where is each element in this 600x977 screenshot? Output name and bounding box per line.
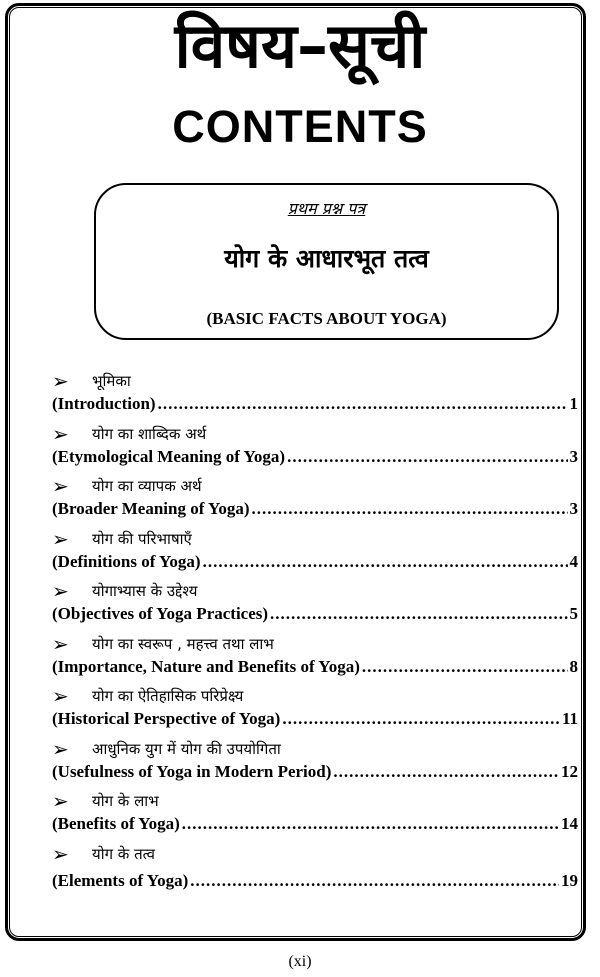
toc-entry-english: (Usefulness of Yoga in Modern Period) <box>52 761 332 781</box>
arrow-bullet-icon: ➢ <box>52 631 69 656</box>
page-number: (xi) <box>288 953 312 970</box>
dot-leader <box>282 709 560 729</box>
toc-entry[interactable] <box>52 473 578 526</box>
arrow-bullet-icon: ➢ <box>52 579 69 603</box>
arrow-bullet-icon: ➢ <box>52 789 69 813</box>
arrow-bullet-icon: ➢ <box>52 736 69 761</box>
toc-entry-english: (Definitions of Yoga) <box>52 551 201 571</box>
toc-entry-hindi: योग के तत्व <box>92 844 155 863</box>
dot-leader <box>190 871 559 891</box>
dot-leader <box>252 499 568 519</box>
paper-heading-box <box>94 183 559 340</box>
arrow-bullet-icon: ➢ <box>52 684 69 708</box>
toc-entry-english: (Objectives of Yoga Practices) <box>52 604 269 623</box>
toc-entry-page: 11 <box>561 709 578 728</box>
paper-title-hindi: योग के आधारभूत तत्व <box>224 244 429 273</box>
toc-entry-english: (Benefits of Yoga) <box>52 814 180 833</box>
dot-leader <box>203 552 568 572</box>
toc-entry[interactable] <box>52 683 578 736</box>
toc-entry[interactable] <box>52 578 578 631</box>
toc-entry-english: (Introduction) <box>52 394 156 413</box>
toc-entry-hindi: योग का स्वरूप , महत्त्व तथा लाभ <box>92 634 274 653</box>
toc-entry-hindi: आधुनिक युग में योग की उपयोगिता <box>92 739 281 758</box>
dot-leader <box>333 762 559 782</box>
toc-entry-page: 14 <box>561 814 578 833</box>
toc-entry-english: (Elements of Yoga) <box>52 870 189 890</box>
toc-entry-hindi: भूमिका <box>92 372 131 390</box>
arrow-bullet-icon: ➢ <box>52 841 69 866</box>
dot-leader <box>287 447 567 467</box>
contents-list <box>52 368 578 893</box>
toc-entry-page: 3 <box>569 446 578 466</box>
toc-entry-hindi: योगाभ्यास के उद्देश्य <box>92 582 198 600</box>
toc-entry-hindi: योग की परिभाषाएँ <box>92 529 192 548</box>
toc-entry[interactable] <box>52 841 578 894</box>
toc-entry-english: (Etymological Meaning of Yoga) <box>52 446 286 466</box>
paper-label: प्रथम प्रश्न पत्र <box>287 199 366 218</box>
toc-entry-english: (Historical Perspective of Yoga) <box>52 709 281 728</box>
toc-entry[interactable] <box>52 368 578 421</box>
dot-leader <box>270 604 567 624</box>
toc-entry-page: 12 <box>561 761 578 781</box>
toc-entry-english: (Broader Meaning of Yoga) <box>52 499 250 518</box>
arrow-bullet-icon: ➢ <box>52 421 69 446</box>
dot-leader <box>362 657 568 677</box>
toc-entry[interactable] <box>52 736 578 789</box>
toc-entry-english: (Importance, Nature and Benefits of Yoga) <box>52 656 360 676</box>
toc-entry-hindi: योग का ऐतिहासिक परिप्रेक्ष्य <box>92 687 244 705</box>
toc-entry-hindi: योग का शाब्दिक अर्थ <box>92 424 207 443</box>
toc-entry-page: 1 <box>569 394 578 413</box>
toc-entry-hindi: योग के लाभ <box>92 792 159 810</box>
toc-entry[interactable] <box>52 788 578 841</box>
toc-entry-page: 19 <box>561 870 578 890</box>
page-title-hindi: विषय–सूची <box>174 9 426 82</box>
arrow-bullet-icon: ➢ <box>52 526 69 551</box>
toc-entry-hindi: योग का व्यापक अर्थ <box>92 477 202 495</box>
toc-entry[interactable] <box>52 421 578 474</box>
paper-title-english: (BASIC FACTS ABOUT YOGA) <box>206 309 447 328</box>
toc-entry-page: 4 <box>569 551 578 571</box>
page-title-english: CONTENTS <box>172 101 428 152</box>
toc-entry-page: 3 <box>569 499 578 518</box>
toc-entry[interactable] <box>52 631 578 684</box>
toc-entry-page: 5 <box>569 604 578 623</box>
toc-entry-page: 8 <box>569 656 578 676</box>
arrow-bullet-icon: ➢ <box>52 369 69 393</box>
toc-entry[interactable] <box>52 526 578 579</box>
dot-leader <box>182 814 559 834</box>
arrow-bullet-icon: ➢ <box>52 474 69 498</box>
dot-leader <box>158 394 568 414</box>
